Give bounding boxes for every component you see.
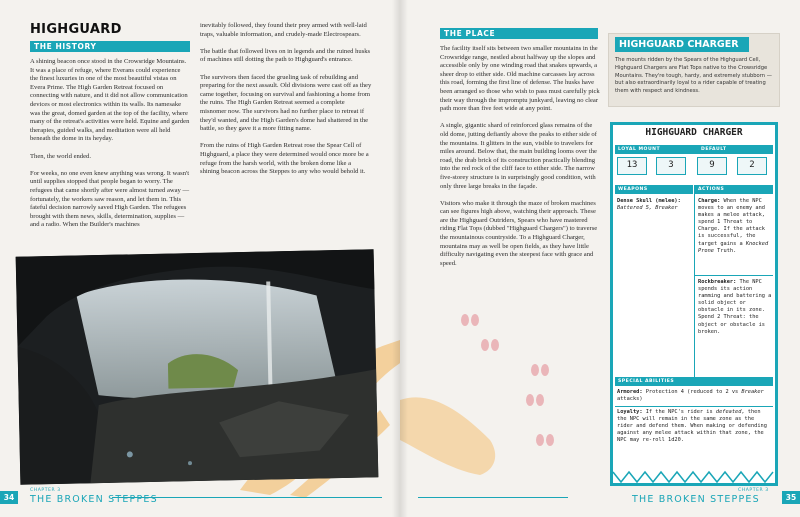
ability-name: Armored: bbox=[617, 389, 643, 395]
cave-scene-illustration bbox=[16, 249, 379, 484]
paragraph: inevitably followed, they found their prey armed with well-laid traps, valuable information, and crudely-made Electrospears. bbox=[200, 22, 367, 38]
page-title: HIGHGUARD bbox=[30, 22, 122, 37]
default-label: DEFAULT bbox=[701, 147, 727, 152]
history-column-2 bbox=[200, 22, 372, 185]
stat-card-title: HIGHGUARD CHARGER bbox=[645, 127, 743, 138]
paragraph: For weeks, no one even knew anything was wrong. It wasn't until supplies stopped that people began to worry. The refugees that came shortly after were almost turned away — fortunately, the workers saw reason, and let them in. This fateful decision narrowly saved High Garden. The refugees brought with them news, skills, determination, supplies — and a radio. When the Builder's machines bbox=[30, 169, 190, 229]
ability-text: , then the NPC will remain in the same zone as the rider and defend them. When making or defending against any melee attack within that zone, the NPC may re-roll 1d20. bbox=[617, 409, 767, 444]
ability-keyword: defeated bbox=[715, 409, 742, 415]
action-divider bbox=[695, 275, 773, 276]
ability-loyalty bbox=[617, 409, 773, 444]
paragraph: The survivors then faced the grueling task of rebuilding and preparing for the next assault. Old divisions were cast off as they came together, focusing on survival and fashioning a home from the ruins. The High Garden Retreat seemed a complete misnomer now. The survivors had no further place to retreat if they'd wanted, and the High Garden's dome had shattered in the battle, so they gave it a more fitting name. bbox=[200, 73, 372, 133]
actions-label: ACTIONS bbox=[698, 187, 725, 192]
footer-book-title: THE BROKEN STEPPES bbox=[632, 494, 760, 505]
stat-box: 2 bbox=[737, 157, 767, 175]
column-divider bbox=[694, 185, 695, 377]
special-abilities-header bbox=[615, 377, 773, 386]
stat-box: 13 bbox=[617, 157, 647, 175]
action-text: Truth. bbox=[717, 247, 737, 254]
weapon-entry bbox=[617, 198, 691, 212]
weapons-label: WEAPONS bbox=[618, 187, 648, 192]
ability-text: attacks) bbox=[617, 396, 643, 403]
special-abilities-label: SPECIAL ABILITIES bbox=[618, 379, 675, 384]
ability-divider bbox=[615, 406, 773, 407]
paragraph: The battle that followed lives on in legends and the ruined husks of machines still dotting the path to Highguard's entrance. bbox=[200, 47, 371, 64]
stat-box: 3 bbox=[656, 157, 686, 175]
zigzag-border bbox=[613, 470, 775, 484]
book-gutter bbox=[392, 0, 408, 517]
right-page bbox=[400, 0, 800, 517]
footer-chapter: CHAPTER 3 bbox=[738, 488, 769, 493]
action-name: Charge: bbox=[698, 198, 721, 204]
ability-armored bbox=[617, 389, 773, 403]
weapon-name: Dense Skull (melee): bbox=[617, 198, 681, 204]
paragraph: From the ruins of High Garden Retreat rose the Spear Cell of Highguard, a place they were determined would once more be a refuge from the harsh world, with the broken dome like a shining beacon across the Steppes to any who would behold it. bbox=[200, 142, 369, 176]
action-rockbreaker bbox=[698, 279, 772, 336]
footer-book-title: THE BROKEN STEPPES bbox=[30, 494, 158, 505]
paragraph: A single, gigantic shard of reinforced glass remains of the old dome, jutting defiantly above the peaks to either side of the mountains. It glitters in the sun, visible to travelers for miles around. Below that, the main building looms over the road, the drab brick of its construction practically blending into the red rock of the cliff face to either side. The narrow five-storey structure is in surprisingly good condition, with only three large breaks in the façade. bbox=[440, 122, 597, 190]
sidebar-title: HIGHGUARD CHARGER bbox=[615, 37, 749, 52]
ability-text: Protection 4 (reduced to 2 vs bbox=[645, 389, 739, 395]
stat-header-bar bbox=[615, 145, 773, 154]
ability-name: Loyalty: bbox=[617, 409, 643, 415]
action-name: Rockbreaker: bbox=[698, 279, 737, 285]
paragraph: The facility itself sits between two smaller mountains in the Crowsridge range, nestled about halfway up the slopes and accessible only by one winding road that snakes upwards, a sheer drop to either side. Old machine carcasses lay across this road, forming the first line of defense. The husks have been arranged so those who wish to pass must carefully pick their way through the impromptu junkyard, leaving no clear path more than five feet wide at any point. bbox=[440, 45, 600, 113]
npc-stat-card bbox=[610, 122, 778, 486]
action-charge bbox=[698, 198, 772, 255]
weapon-effect: Battered 5, Breaker bbox=[617, 205, 678, 212]
place-column bbox=[440, 45, 600, 277]
sidebar-text: The mounts ridden by the Spears of the Highguard Cell, Highguard Chargers are Flat Tops native to the Crowsridge Mountains. They're tough, hardy, and extremely stubborn — but also extraordinarily loyal to a rider capable of treating them with respect and kindness. bbox=[615, 57, 772, 95]
paragraph: Then, the world ended. bbox=[30, 152, 91, 160]
ability-keyword: Breaker bbox=[741, 389, 764, 395]
footer-rule bbox=[418, 497, 568, 498]
paragraph: Visitors who make it through the maze of broken machines can see figures high above, watching their approach. These are the Highguard Outriders, Spears who have mastered riding Flat Tops (dubbed "Highguard Chargers") to traverse the mountainous countryside. To a Highguard Charger, mountains may as well be open fields, as they have little difficulty navigating even the steepest face with grace and speed. bbox=[440, 199, 598, 267]
weapons-header bbox=[615, 185, 693, 194]
section-heading-place: THE PLACE bbox=[440, 28, 598, 39]
action-text: When the NPC moves to an enemy and makes a melee attack, spend 1 Threat to Charge. If the attack is successful, the target gains a bbox=[698, 198, 765, 247]
page-number: 35 bbox=[782, 491, 800, 504]
paragraph: A shining beacon once stood in the Crowsridge Mountains. It was a place of refuge, where Everans could experience the finest luxuries in one of the most beautiful vistas on Evera Prime. The High Garden Retreat focused on connecting with nature, and it did not allow communication devices or most electronics within its walls. Its namesake was the great, domed garden at the top of the facility, where many of the retreat's activities were held. Equine and garden therapies, guided walks, and meditation were all held beneath the dome in its heyday. bbox=[30, 58, 190, 143]
charger-sidebar bbox=[608, 33, 780, 107]
stat-box: 9 bbox=[697, 157, 727, 175]
page-number: 34 bbox=[0, 491, 18, 504]
action-text: The NPC spends its action ramming and battering a solid object or obstacle in its zone. Spend 2 Threat: the object or obstacle is broken. bbox=[698, 279, 772, 335]
paint-splash bbox=[400, 360, 520, 480]
status-name: Knocked Prone bbox=[698, 240, 769, 254]
footer-chapter: CHAPTER 3 bbox=[30, 488, 61, 493]
section-heading-history: THE HISTORY bbox=[30, 41, 190, 52]
ability-text: If the NPC's rider is bbox=[645, 409, 713, 415]
loyal-mount-label: LOYAL MOUNT bbox=[618, 147, 661, 152]
history-column-1 bbox=[30, 58, 190, 238]
actions-header bbox=[695, 185, 773, 194]
